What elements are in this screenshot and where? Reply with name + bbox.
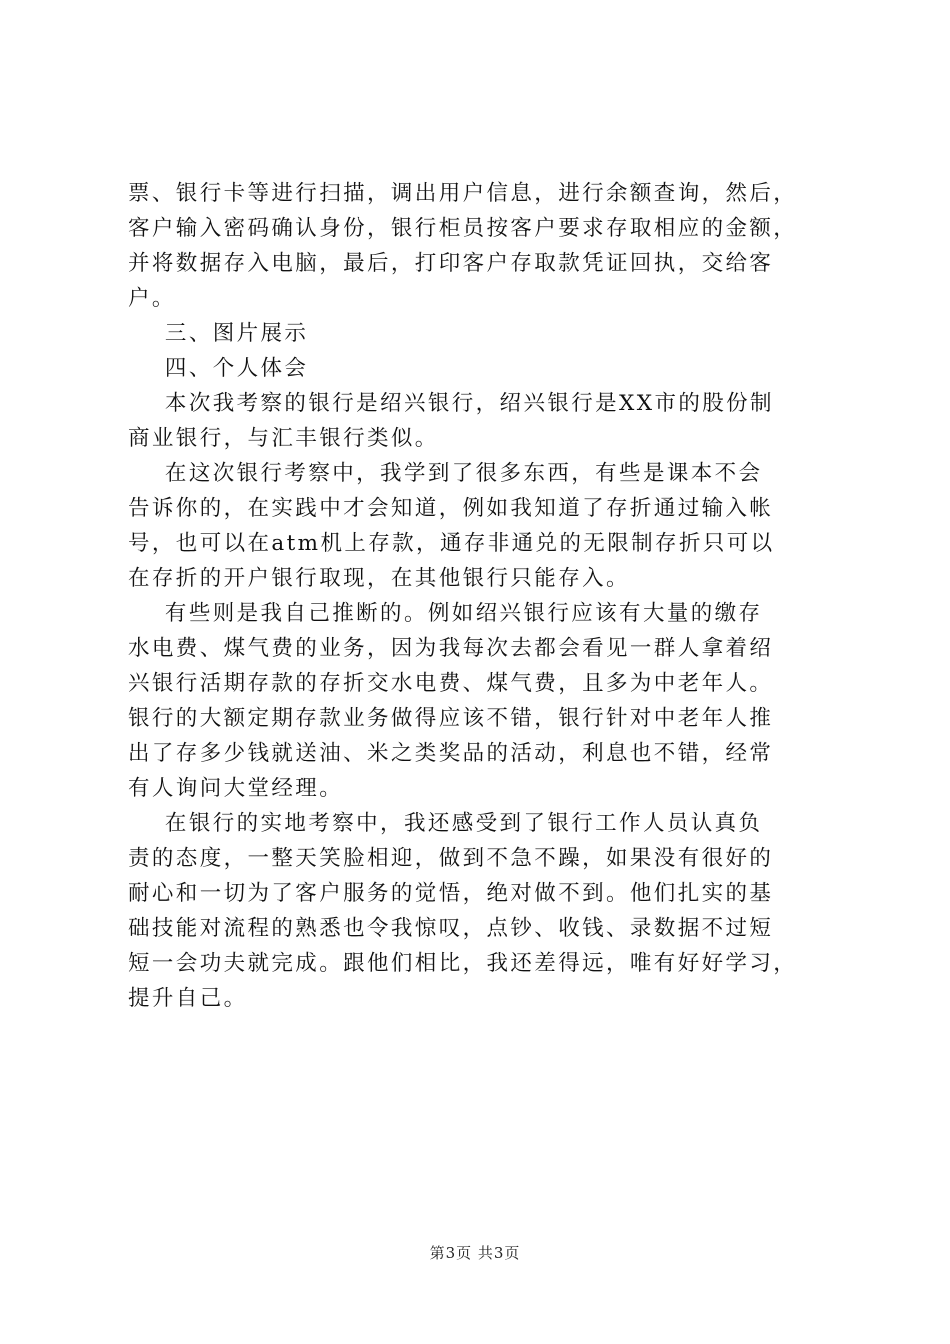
text-line: 告诉你的，在实践中才会知道，例如我知道了存折通过输入帐 — [128, 496, 774, 521]
text-line: 银行的大额定期存款业务做得应该不错，银行针对中老年人推 — [128, 706, 774, 731]
text-line: 水电费、煤气费的业务，因为我每次去都会看见一群人拿着绍 — [128, 636, 774, 661]
document-body — [128, 176, 828, 1016]
text-line: 本次我考察的银行是绍兴银行，绍兴银行是XX市的股份制 — [128, 391, 774, 416]
text-line: 商业银行，与汇丰银行类似。 — [128, 426, 439, 451]
text-line: 票、银行卡等进行扫描，调出用户信息，进行余额查询，然后， — [128, 181, 798, 206]
page-number-footer: 第3页 共3页 — [429, 1244, 521, 1262]
text-line: 在这次银行考察中，我学到了很多东西，有些是课本不会 — [128, 461, 763, 486]
text-line: 兴银行活期存款的存折交水电费、煤气费，且多为中老年人。 — [128, 671, 774, 696]
text-line: 有些则是我自己推断的。例如绍兴银行应该有大量的缴存 — [128, 601, 763, 626]
text-line: 有人询问大堂经理。 — [128, 776, 344, 801]
text-line: 号，也可以在atm机上存款，通存非通兑的无限制存折只可以 — [128, 531, 775, 556]
text-line: 出了存多少钱就送油、米之类奖品的活动，利息也不错，经常 — [128, 741, 774, 766]
text-line: 责的态度，一整天笑脸相迎，做到不急不躁，如果没有很好的 — [128, 846, 774, 871]
text-line: 客户输入密码确认身份，银行柜员按客户要求存取相应的金额， — [128, 216, 798, 241]
text-line: 短一会功夫就完成。跟他们相比，我还差得远，唯有好好学习， — [128, 951, 798, 976]
section-heading: 四、个人体会 — [128, 356, 309, 381]
text-line: 提升自己。 — [128, 986, 248, 1011]
text-line: 在存折的开户银行取现，在其他银行只能存入。 — [128, 566, 630, 591]
text-line: 户。 — [128, 286, 176, 311]
text-line: 并将数据存入电脑，最后，打印客户存取款凭证回执，交给客 — [128, 251, 774, 276]
text-line: 耐心和一切为了客户服务的觉悟，绝对做不到。他们扎实的基 — [128, 881, 774, 906]
section-heading: 三、图片展示 — [128, 321, 309, 346]
text-line: 础技能对流程的熟悉也令我惊叹，点钞、收钱、录数据不过短 — [128, 916, 774, 941]
text-line: 在银行的实地考察中，我还感受到了银行工作人员认真负 — [128, 811, 763, 836]
